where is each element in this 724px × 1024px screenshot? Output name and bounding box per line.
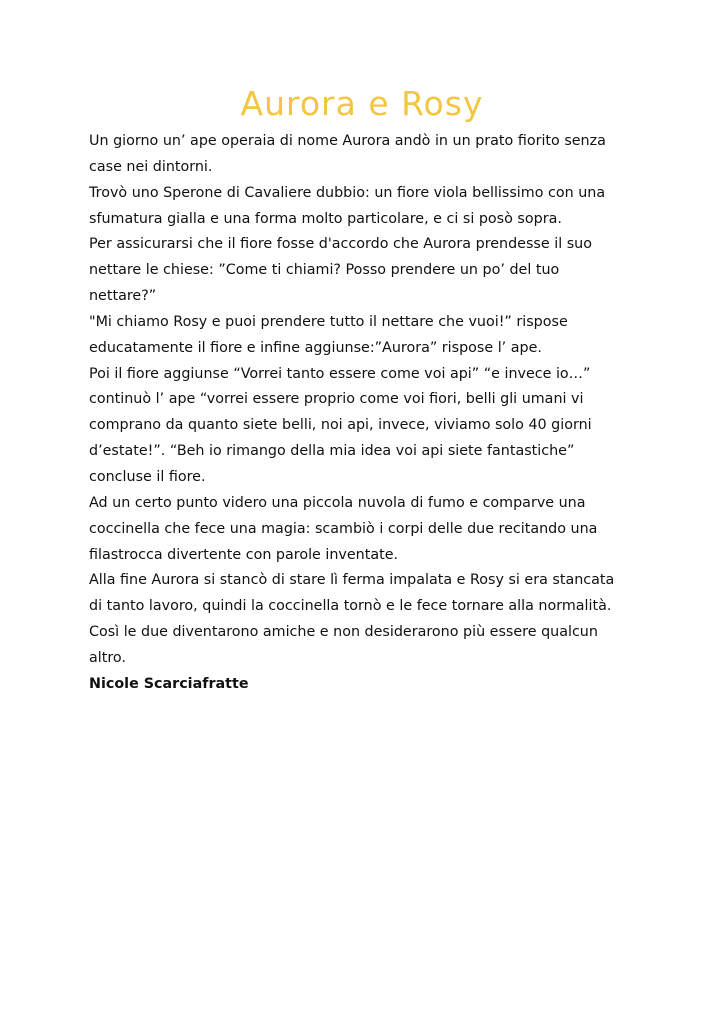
story-line: di tanto lavoro, quindi la coccinella tornò e le fece tornare alla normalità.	[89, 598, 612, 615]
story-line: concluse il fiore.	[89, 468, 206, 485]
author-name: Nicole Scarciafratte	[89, 675, 249, 692]
story-line: Trovò uno Sperone di Cavaliere dubbio: un fiore viola bellissimo con una	[89, 184, 606, 201]
story-line: case nei dintorni.	[89, 158, 213, 175]
story-line: Poi il fiore aggiunse “Vorrei tanto essere come voi api” “e invece io…”	[89, 365, 591, 382]
story-line: altro.	[89, 649, 126, 666]
story-line: "Mi chiamo Rosy e puoi prendere tutto il nettare che vuoi!” rispose	[89, 313, 568, 330]
story-line: comprano da quanto siete belli, noi api, invece, viviamo solo 40 giorni	[89, 417, 592, 434]
story-line: nettare?”	[89, 288, 157, 305]
story-line: continuò l’ ape “vorrei essere proprio come voi fiori, belli gli umani vi	[89, 391, 584, 408]
story-line: Così le due diventarono amiche e non desiderarono più essere qualcun	[89, 624, 598, 641]
story-line: nettare le chiese: ”Come ti chiami? Posso prendere un po’ del tuo	[89, 262, 560, 279]
story-line: educatamente il fiore e infine aggiunse:”Aurora” rispose l’ ape.	[89, 339, 542, 356]
story-line: Un giorno un’ ape operaia di nome Aurora andò in un prato fiorito senza	[89, 133, 606, 149]
story-line: Per assicurarsi che il fiore fosse d'accordo che Aurora prendesse il suo	[89, 236, 592, 253]
story-body	[89, 129, 649, 698]
story-line: Alla fine Aurora si stancò di stare lì ferma impalata e Rosy si era stancata	[89, 572, 615, 589]
story-line: filastrocca divertente con parole inventate.	[89, 546, 399, 563]
story-line: Ad un certo punto videro una piccola nuvola di fumo e comparve una	[89, 494, 586, 511]
story-line: sfumatura gialla e una forma molto particolare, e ci si posò sopra.	[89, 210, 562, 227]
story-line: d’estate!”. “Beh io rimango della mia idea voi api siete fantastiche”	[89, 443, 575, 460]
story-line: coccinella che fece una magia: scambiò i corpi delle due recitando una	[89, 520, 598, 537]
story-title: Aurora e Rosy	[240, 84, 484, 123]
